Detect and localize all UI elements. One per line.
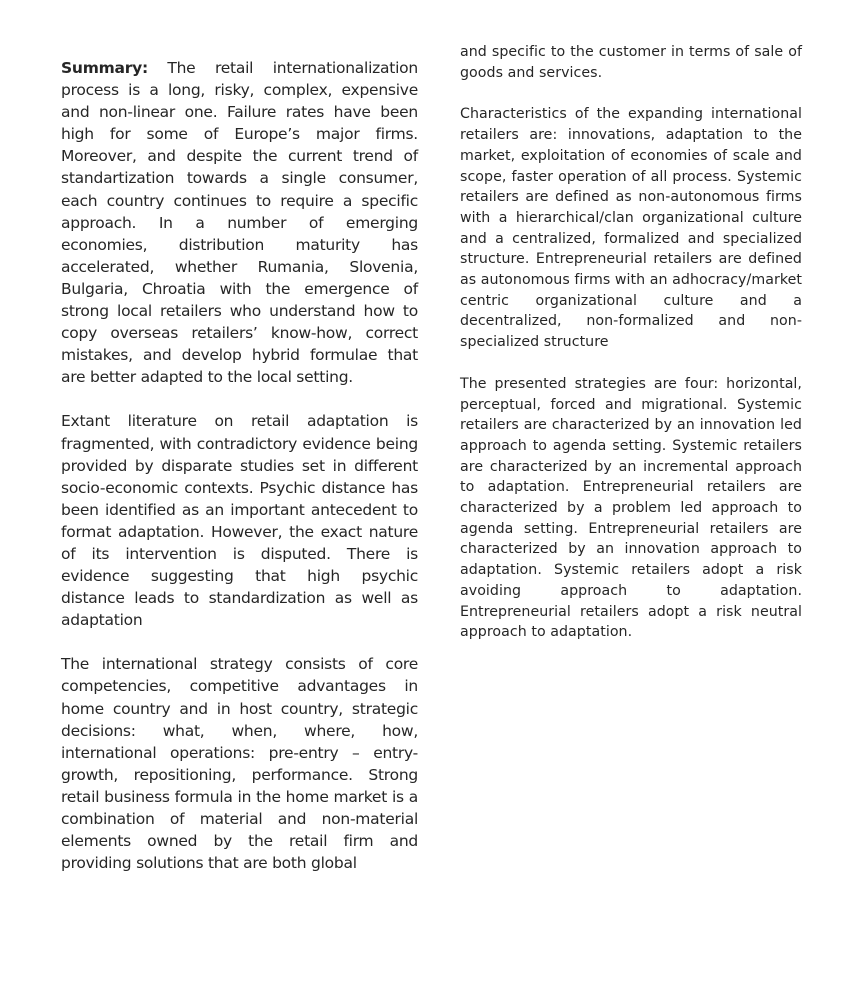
international-strategy-paragraph: The international strategy consists of core competencies, competitive advantages in home country and in host country, strategic decisions: what, when, where, how, international operations: pre-entry – entry-growth, repositioning, performance. Strong retail business formula in the home market is a combination of material and non-material elements owned by the retail firm and providing solutions that are both global [61,655,418,873]
literature-paragraph: Extant literature on retail adaptation is fragmented, with contradictory evidence being provided by disparate studies set in different socio-economic contexts. Psychic distance has been identified as an important antecedent to format adaptation. However, the exact nature of its intervention is disputed. There is evidence suggesting that high psychic distance leads to standardization as well as adaptation [61,412,418,630]
right-column [460,42,802,643]
summary-label: Summary: [61,59,148,77]
continuation-paragraph: and specific to the customer in terms of sale of goods and services. [460,44,802,81]
strategies-paragraph: The presented strategies are four: horizontal, perceptual, forced and migrational. Systemic retailers are characterized by an innovation led approach to agenda setting. Systemic retailers are characterized by an incremental approach to adaptation. Entrepreneurial retailers are characterized by a problem led approach to agenda setting. Entrepreneurial retailers are characterized by an innovation approach to adaptation. Systemic retailers adopt a risk avoiding approach to adaptation. Entrepreneurial retailers adopt a risk neutral approach to adaptation. [460,375,802,641]
summary-paragraph [61,57,418,388]
characteristics-paragraph: Characteristics of the expanding international retailers are: innovations, adaptation to the market, exploitation of economies of scale and scope, faster operation of all process. Systemic retailers are defined as non-autonomous firms with a hierarchical/clan organizational culture and a centralized, formalized and specialized structure. Entrepreneurial retailers are defined as autonomous firms with an adhocracy/market centric organizational culture and a decentralized, non-formalized and non-specialized structure [460,106,802,351]
left-column [61,57,418,874]
summary-text: The retail internationalization process is a long, risky, complex, expensive and non-linear one. Failure rates have been high for some of Europe’s major firms. Moreover, and despite the current trend of standartization towards a single consumer, each country continues to require a specific approach. In a number of emerging economies, distribution maturity has accelerated, whether Rumania, Slovenia, Bulgaria, Chroatia with the emergence of strong local retailers who understand how to copy overseas retailers’ know-how, correct mistakes, and develop hybrid formulae that are better adapted to the local setting. [61,59,418,387]
